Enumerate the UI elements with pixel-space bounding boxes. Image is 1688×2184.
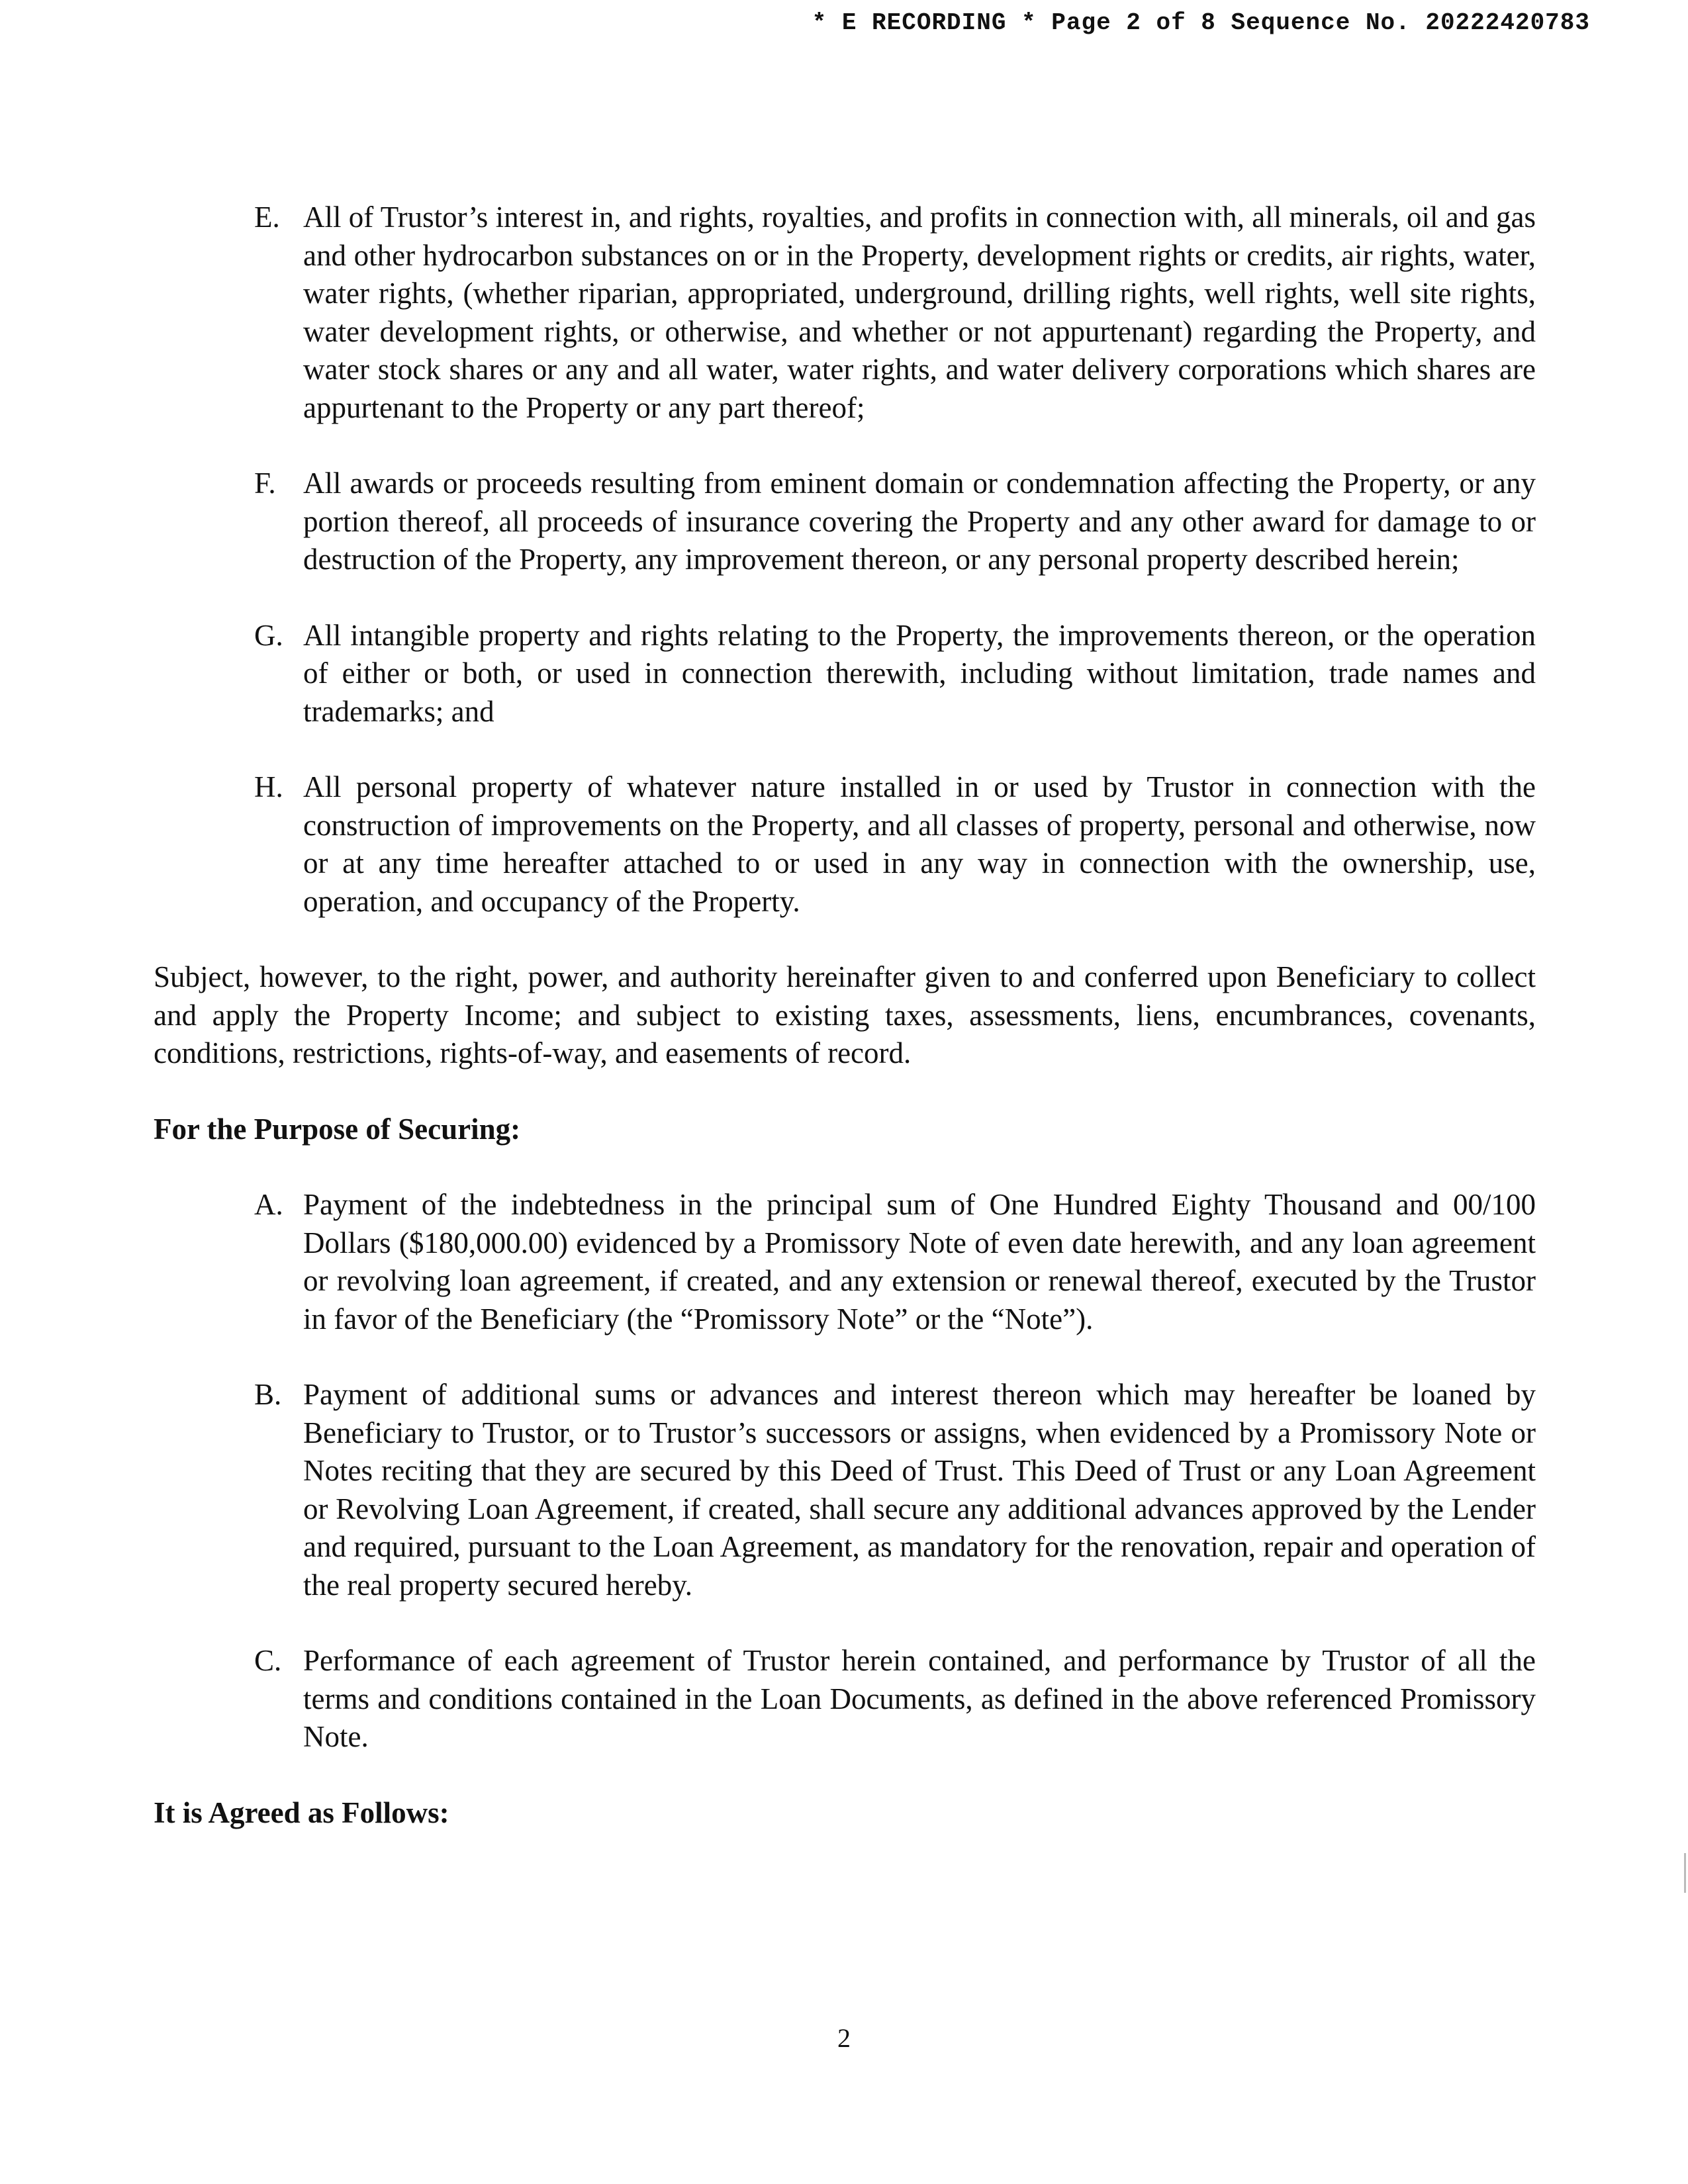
- item-text: All personal property of whatever nature installed in or used by Trustor in connection with the construction of improvements on the Property, and all classes of property, personal and otherwise, now or at any time hereafter attached to or used in any way in connection with the ownership, use, operation, and occupancy of the Property.: [303, 770, 1536, 918]
- collateral-item-e: [254, 199, 1536, 427]
- agreed-heading: It is Agreed as Follows:: [154, 1796, 449, 1829]
- item-letter: H.: [254, 770, 283, 803]
- recording-header: * E RECORDING * Page 2 of 8 Sequence No. 20222420783: [812, 9, 1590, 36]
- purpose-item-a: [254, 1186, 1536, 1338]
- subject-paragraph: Subject, however, to the right, power, and authority hereinafter given to and conferred upon Beneficiary to collect and apply the Property Income; and subject to existing taxes, assessments, liens, encumbrances, covenants, conditions, restrictions, rights-of-way, and easements of record.: [154, 960, 1536, 1069]
- item-text: All intangible property and rights relating to the Property, the improvements thereon, or the operation of either or both, or used in connection therewith, including without limitation, trade names and trademarks; and: [303, 618, 1536, 728]
- item-text: Performance of each agreement of Trustor herein contained, and performance by Trustor of all the terms and conditions contained in the Loan Documents, as defined in the above referenced Promissory Note.: [303, 1644, 1536, 1753]
- document-body: [154, 199, 1536, 1870]
- item-letter: C.: [254, 1644, 282, 1677]
- collateral-item-g: [254, 617, 1536, 731]
- purpose-heading: For the Purpose of Securing:: [154, 1112, 521, 1146]
- item-text: All awards or proceeds resulting from eminent domain or condemnation affecting the Property, or any portion thereof, all proceeds of insurance covering the Property and any other award for damage to or destruction of the Property, any improvement thereon, or any personal property described herein;: [303, 467, 1536, 576]
- item-text: Payment of additional sums or advances and interest thereon which may hereafter be loaned by Beneficiary to Trustor, or to Trustor’s successors or assigns, when evidenced by a Promissory Note or Notes reciting that they are secured by this Deed of Trust. This Deed of Trust or any Loan Agreement or Revolving Loan Agreement, if created, shall secure any additional advances approved by the Lender and required, pursuant to the Loan Agreement, as mandatory for the renovation, repair and operation of the real property secured hereby.: [303, 1378, 1536, 1602]
- scan-edge-mark: [1684, 1853, 1686, 1893]
- item-letter: F.: [254, 467, 276, 500]
- collateral-item-f: [254, 465, 1536, 579]
- item-letter: G.: [254, 618, 283, 652]
- collateral-item-h: [254, 768, 1536, 921]
- item-text: Payment of the indebtedness in the principal sum of One Hundred Eighty Thousand and 00/100 Dollars ($180,000.00) evidenced by a Promissory Note of even date herewith, and any loan agreement or revolving loan agreement, if created, and any extension or renewal thereof, executed by the Trustor in favor of the Beneficiary (the “Promissory Note” or the “Note”).: [303, 1188, 1536, 1336]
- item-letter: E.: [254, 201, 280, 234]
- item-letter: A.: [254, 1188, 283, 1221]
- page-number: 2: [837, 2023, 851, 2053]
- purpose-item-b: [254, 1376, 1536, 1604]
- purpose-item-c: [254, 1642, 1536, 1756]
- item-text: All of Trustor’s interest in, and rights, royalties, and profits in connection with, all minerals, oil and gas and other hydrocarbon substances on or in the Property, development rights or credits, air rights, water, water rights, (whether riparian, appropriated, underground, drilling rights, well rights, well site rights, water development rights, or otherwise, and whether or not appurtenant) regarding the Property, and water stock shares or any and all water, water rights, and water delivery corporations which shares are appurtenant to the Property or any part thereof;: [303, 201, 1536, 424]
- item-letter: B.: [254, 1378, 282, 1411]
